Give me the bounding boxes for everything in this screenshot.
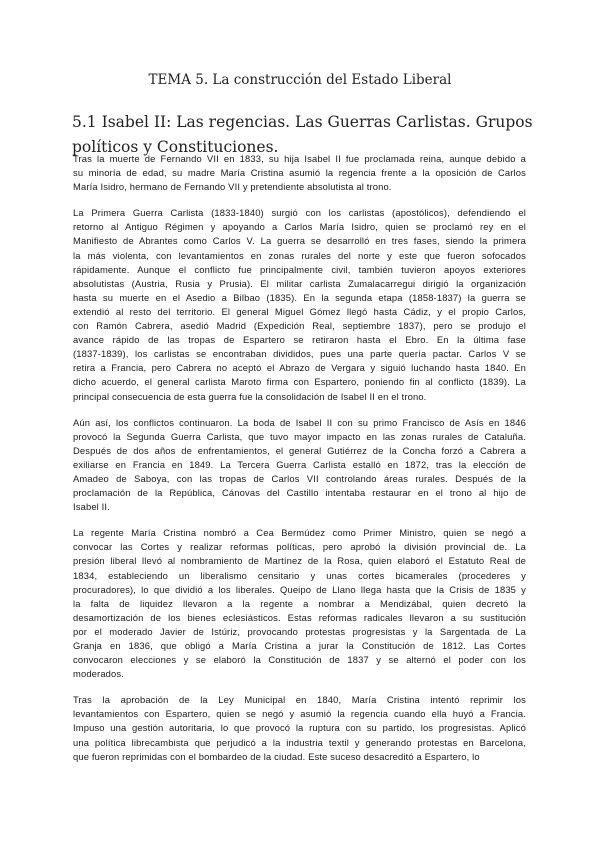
paragraph-line: avance rápido de las tropas de Espartero se retiraron hasta el Ebro. En la última fase [73,334,526,346]
paragraph-line: convocar las Cortes y realizar reformas políticas, pero aprobó la división provincial de. La [73,541,526,553]
paragraph-line: rápidamente. Aunque el conflicto fue principalmente civil, también tuvieron apoyos exteriores [73,263,526,275]
paragraph-line: una política librecambista que perjudicó a la industria textil y generando protestas en Barcelona, [73,736,526,748]
paragraph [73,416,526,515]
paragraph-line: Aún así, los conflictos continuaron. La boda de Isabel II con su primo Francisco de Asís en 1846 [73,416,526,428]
paragraph-line: proclamación de la República, Cánovas del Castillo intentaba restaurar en el trono al hijo de [73,487,526,499]
paragraph [73,693,526,763]
paragraph [73,526,526,681]
document-body [73,152,526,776]
paragraph-line: La regente María Cristina nombró a Cea Bermúdez como Primer Ministro, quien se negó a [73,527,526,539]
paragraph-line: Tras la muerte de Fernando VII en 1833, su hija Isabel II fue proclamada reina, aunque debido a [73,153,526,164]
paragraph-line: Impuso una gestión autoritaria, lo que provocó la ruptura con su partido, los progresistas. Aplicó [73,722,526,734]
paragraph-line: exiliarse en Francia en 1849. La Tercera Guerra Carlista estalló en 1872, tras la elección de [73,458,526,470]
paragraph-line: la falta de liquidez llevaron a la regente a nombrar a Mendizábal, quien decretó la [73,597,526,609]
paragraph-line: desamortización de los bienes eclesiásticos. Estas reformas radicales llevaron a su sustitución [73,611,526,623]
paragraph-line: la más violenta, con levantamientos en zonas rurales del norte y este que fueron sofocados [73,249,526,261]
paragraph-line: que fueron reprimidas con el bombardeo de la ciudad. Este suceso desacreditó a Espartero, lo [73,750,480,762]
paragraph-line: extendió al resto del territorio. El general Miguel Gómez llegó hasta Cádiz, y el propio Carlos, [73,305,526,317]
paragraph-line: levantamientos con Espartero, quien se negó y asumió la regencia cuando ella huyó a Francia. [73,708,526,720]
paragraph-line: su minoría de edad, su madre María Cristina asumió la regencia frente a la oposición de Carlos [73,167,526,179]
paragraph-line: 1834, estableciendo un liberalismo censitario y unas cortes bicamerales (procederes y [73,569,526,581]
paragraph-line: dicho acuerdo, el general carlista Maroto firma con Espartero, poniendo fin al conflicto (1839). La [73,376,526,388]
paragraph-line: retira a Francia, pero Cabrera no aceptó el Abrazo de Vergara y siguió luchando hasta 1840. En [73,362,526,374]
paragraph-line: procuradores), lo que dividió a los liberales. Queipo de Llano llega hasta que la Crisis de 1835 y [73,583,526,595]
section-heading: 5.1 Isabel II: Las regencias. Las Guerras Carlistas. Grupos políticos y Constituciones. [72,113,533,156]
paragraph-line: Después de dos años de enfrentamientos, el general Gutiérrez de la Concha forzó a Cabrera a [73,444,526,456]
paragraph-line: (1837-1839), los carlistas se encontraban divididos, pues una parte quería pactar. Carlos V se [73,348,526,360]
paragraph-line: principal consecuencia de esta guerra fue la consolidación de Isabel II en el trono. [73,390,427,402]
paragraph-line: convocaron elecciones y se elaboró la Constitución de 1837 y se alternó el poder con los [73,654,526,666]
paragraph-line: moderados. [73,668,125,680]
paragraph-line: La Primera Guerra Carlista (1833-1840) surgió con los carlistas (apostólicos), defendiendo el [73,207,526,219]
paragraph-line: Isabel II. [73,501,110,513]
paragraph-line: absolutistas (Austria, Rusia y Prusia). El militar carlista Zumalacarregui dirigió la organización [73,277,526,289]
paragraph-line: Amadeo de Saboya, con las tropas de Carlos VII controlando áreas rurales. Después de la [73,472,526,484]
document-title: TEMA 5. La construcción del Estado Liberal [148,72,452,88]
paragraph-line: con Ramón Cabrera, asedió Madrid (Expedición Real, septiembre 1837), pero se produjo el [73,320,526,332]
paragraph [73,206,526,403]
paragraph-line: presión liberal llevó al nombramiento de Martínez de la Rosa, quien elaboró el Estatuto Real de [73,555,526,567]
paragraph-line: Manifiesto de Abrantes como Carlos V. La guerra se desarrolló en tres fases, siendo la primera [73,235,526,247]
paragraph [73,152,526,194]
paragraph-line: Tras la aprobación de la Ley Municipal en 1840, María Cristina intentó reprimir los [73,694,526,706]
paragraph-line: Granja en 1836, que obligó a María Cristina a jurar la Constitución de 1812. Las Cortes [73,640,526,651]
paragraph-line: retorno al Antiguo Régimen y apoyando a Carlos María Isidro, quien se proclamó rey en el [73,221,526,233]
paragraph-line: por el moderado Javier de Istúriz, provocando protestas progresistas y la Sargentada de La [73,625,526,637]
paragraph-line: María Isidro, hermano de Fernando VII y pretendiente absolutista al trono. [73,181,392,193]
paragraph-line: hasta su muerte en el Asedio a Bilbao (1835). En la segunda etapa (1858-1837) la guerra se [73,291,526,303]
paragraph-line: provocó la Segunda Guerra Carlista, que tuvo mayor impacto en las zonas rurales de Cataluña. [73,430,526,442]
